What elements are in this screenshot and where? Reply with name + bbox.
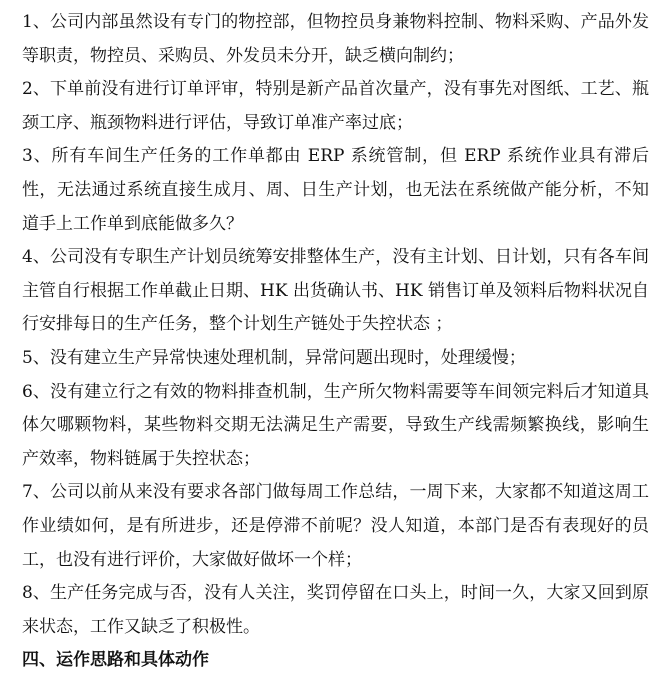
paragraph-6: 6、没有建立行之有效的物料排查机制，生产所欠物料需要等车间领完料后才知道具体欠哪颗物料，某些物料交期无法满足生产需要，导致生产线需频繁换线，影响生产效率，物料链属于失控状态； xyxy=(22,381,649,469)
paragraph-5: 5、没有建立生产异常快速处理机制，异常问题出现时，处理缓慢； xyxy=(22,347,526,368)
paragraph-1: 1、公司内部虽然设有专门的物控部，但物控员身兼物料控制、物料采购、产品外发等职责，物控员、采购员、外发员未分开，缺乏横向制约； xyxy=(22,12,649,66)
paragraph-8: 8、生产任务完成与否，没有人关注，奖罚停留在口头上，时间一久，大家又回到原来状态，工作又缺乏了积极性。 xyxy=(22,583,649,637)
paragraph-3: 3、所有车间生产任务的工作单都由 ERP 系统管制，但 ERP 系统作业具有滞后性，无法通过系统直接生成月、周、日生产计划，也无法在系统做产能分析，不知道手上工作单到底能做多久？ xyxy=(22,146,649,234)
paragraph-4: 4、公司没有专职生产计划员统筹安排整体生产，没有主计划、日计划，只有各车间主管自行根据工作单截止日期、HK 出货确认书、HK 销售订单及领料后物料状况自行安排每日的生产任务，整个计划生产链处于失控状态 ； xyxy=(22,247,649,335)
paragraph-2: 2、下单前没有进行订单评审，特别是新产品首次量产，没有事先对图纸、工艺、瓶颈工序、瓶颈物料进行评估，导致订单准产率过底； xyxy=(22,79,649,133)
paragraph-7: 7、公司以前从来没有要求各部门做每周工作总结，一周下来，大家都不知道这周工作业绩如何，是有所进步，还是停滞不前呢？没人知道，本部门是否有表现好的员工，也没有进行评价，大家做好做坏一个样； xyxy=(22,482,649,570)
section-heading: 四、运作思路和具体动作 xyxy=(22,650,209,671)
